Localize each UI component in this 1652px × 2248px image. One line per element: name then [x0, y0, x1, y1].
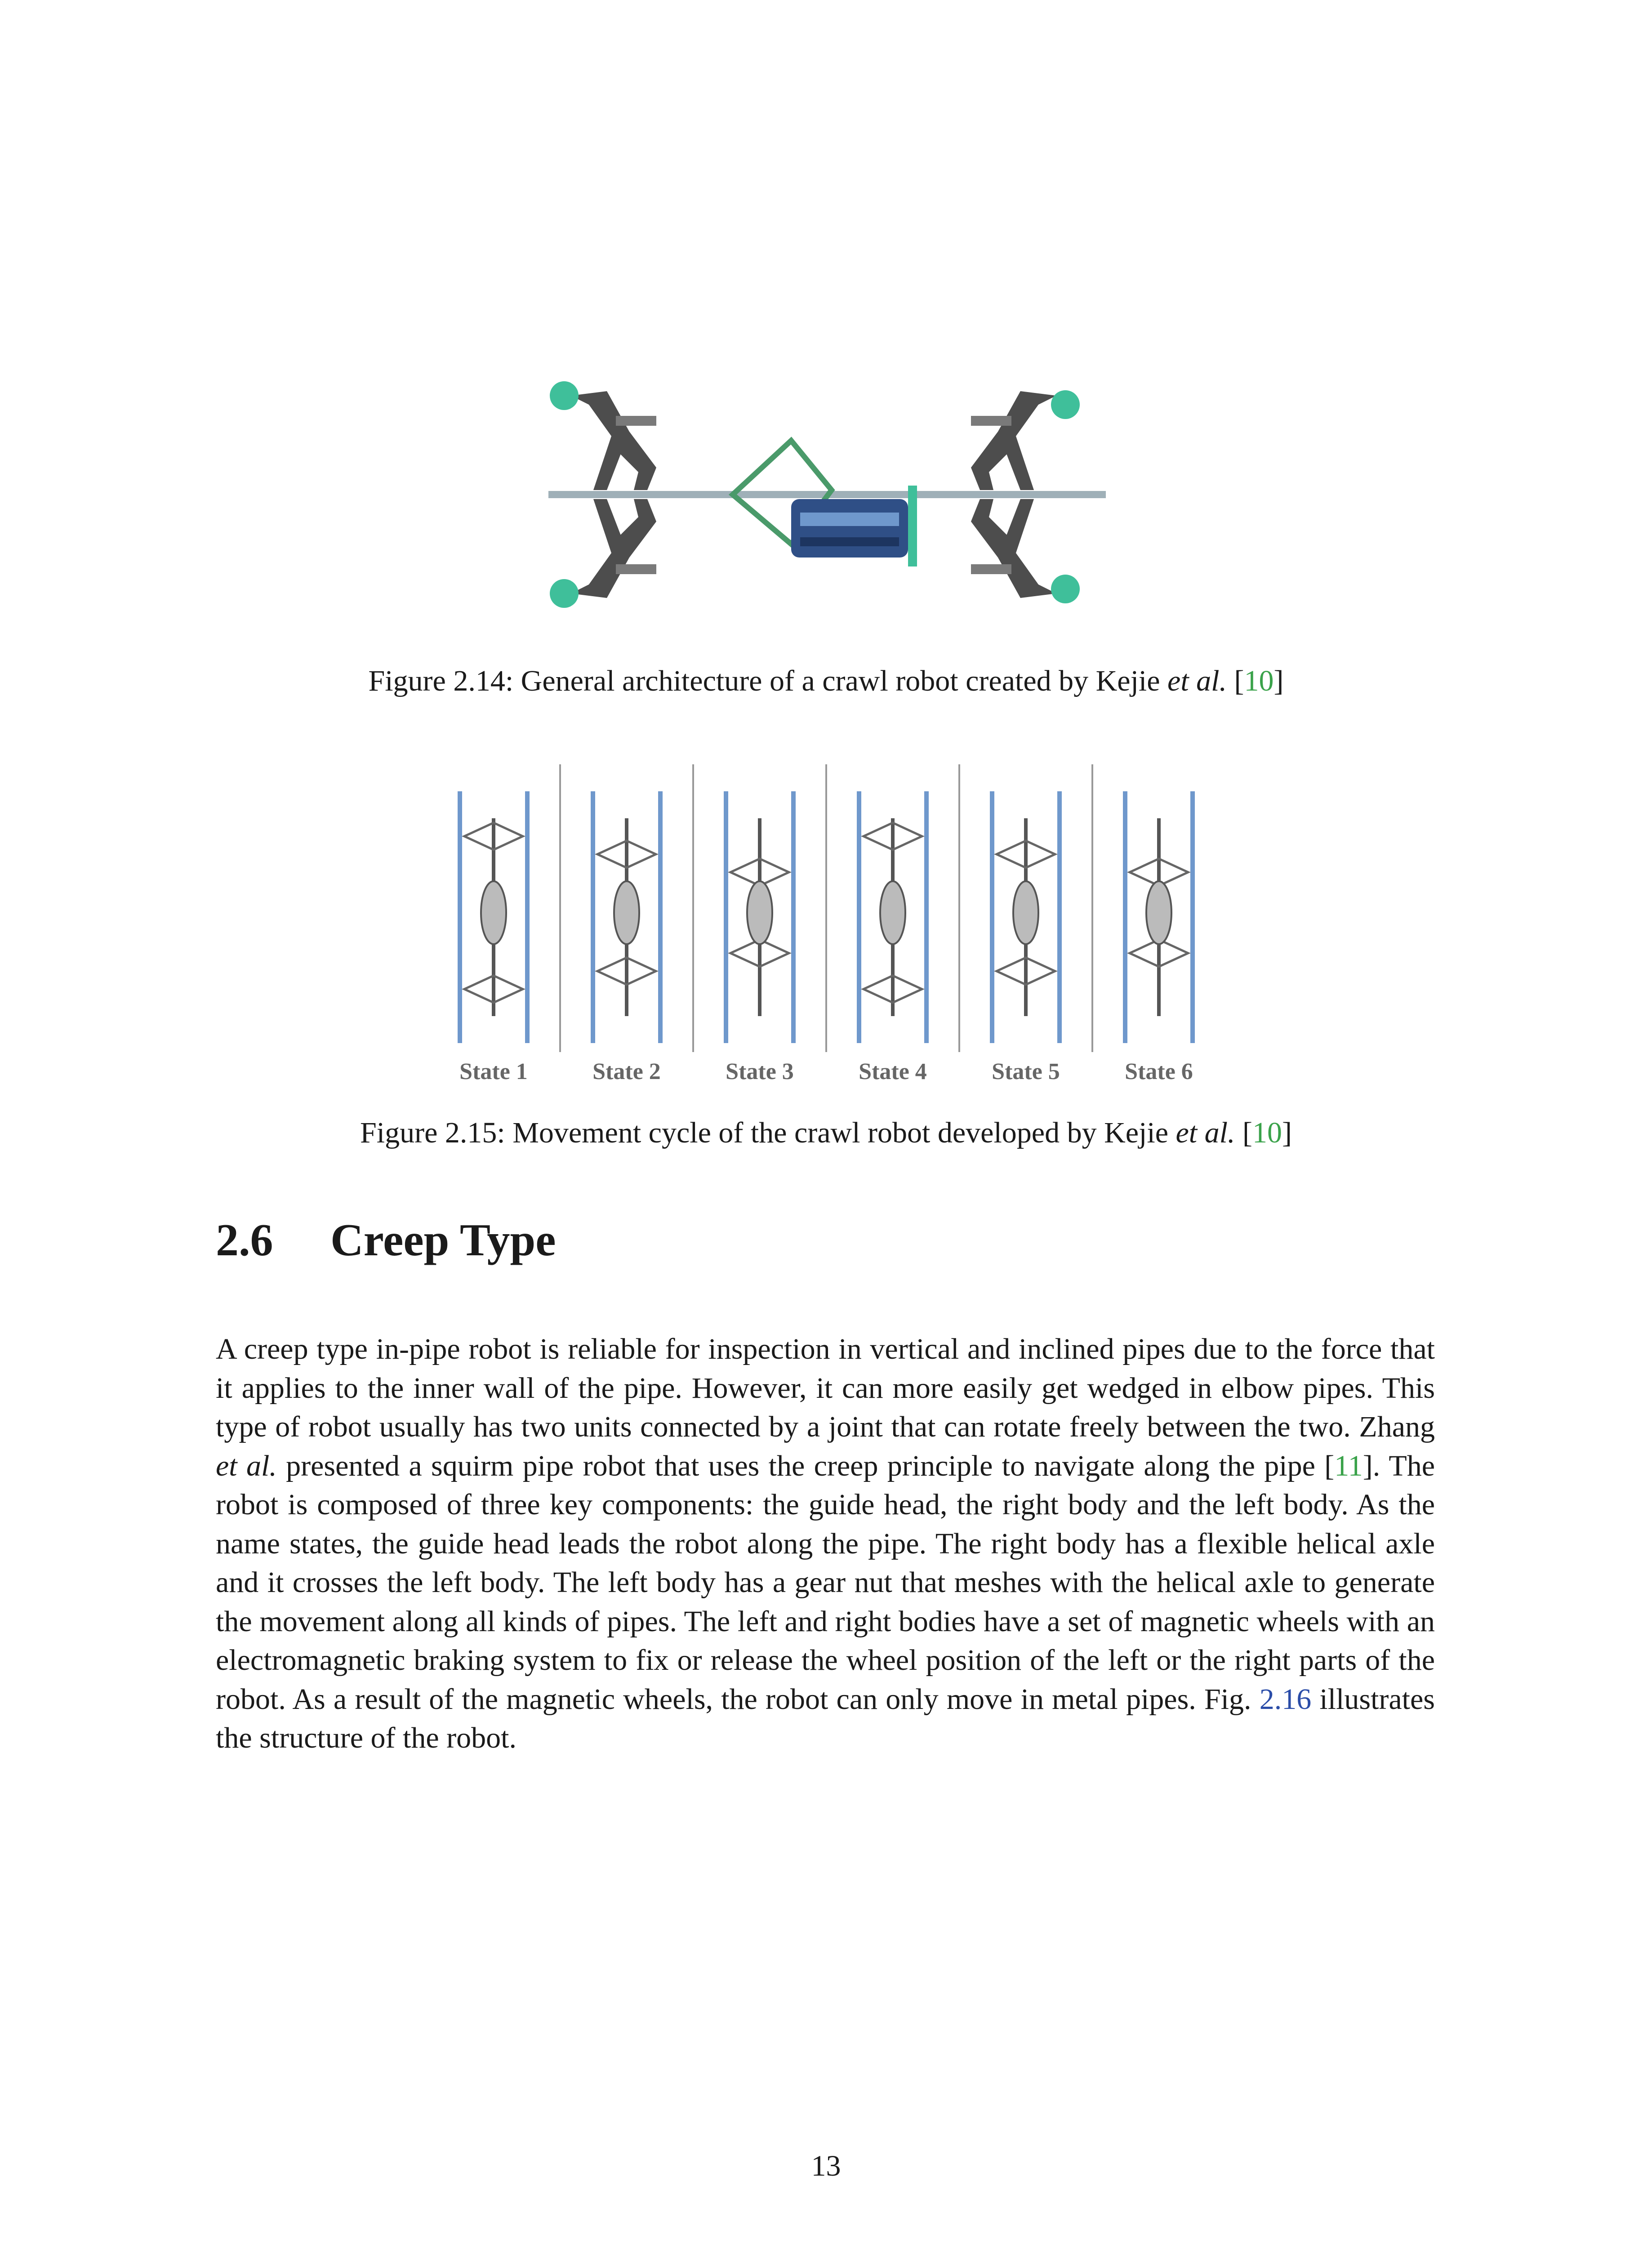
pipe-wall-left	[458, 791, 462, 1043]
citation-bracket-close: ]	[1282, 1116, 1292, 1149]
pipe-wall-right	[1190, 791, 1195, 1043]
figure-reference-link[interactable]: 2.16	[1259, 1682, 1312, 1716]
robot-actuator	[1013, 881, 1038, 944]
state-label: State 3	[726, 1059, 794, 1084]
robot-actuator	[481, 881, 506, 944]
caption-label: Figure 2.14:	[368, 665, 514, 697]
citation-bracket-close: ]	[1274, 665, 1284, 697]
robot-actuator	[1146, 881, 1171, 944]
pipe-wall-right	[924, 791, 929, 1043]
state-label: State 1	[459, 1059, 528, 1084]
pipe-wall-left	[857, 791, 861, 1043]
section-number: 2.6	[216, 1215, 273, 1266]
pipe-wall-left	[1123, 791, 1127, 1043]
caption-etal: et al.	[1176, 1116, 1235, 1149]
paragraph-etal: et al.	[216, 1449, 277, 1482]
figure-2-15-caption	[0, 1115, 1652, 1151]
state-label: State 4	[859, 1059, 927, 1084]
paragraph-text: ]. The robot is composed of three key components: the guide head, the right body and the left body. As the name states, the guide head leads the robot along the pipe. The right body has a flexible helical axle and it crosses the left body. The left body has a gear nut that meshes with the helical axle to generate the movement along all kinds of pipes. The left and right bodies have a set of magnetic wheels with an electromagnetic braking system to fix or release the wheel position of the left or the right parts of the robot. As a result of the magnetic wheels, the robot can only move in metal pipes. Fig.	[216, 1449, 1435, 1716]
state-label: State 2	[592, 1059, 661, 1084]
pipe-wall-left	[990, 791, 994, 1043]
pipe-wall-right	[1057, 791, 1062, 1043]
state-label: State 5	[992, 1059, 1060, 1084]
citation-link[interactable]: 10	[1252, 1116, 1282, 1149]
citation-bracket-open: [	[1234, 665, 1244, 697]
pipe-wall-left	[724, 791, 728, 1043]
pipe-wall-left	[591, 791, 595, 1043]
caption-etal: et al.	[1167, 665, 1227, 697]
caption-text: General architecture of a crawl robot created by Kejie	[521, 665, 1160, 697]
paragraph-text: presented a squirm pipe robot that uses the creep principle to navigate along the pipe [	[286, 1449, 1335, 1482]
figure-2-15-image	[427, 764, 1227, 1093]
citation-link[interactable]: 11	[1334, 1449, 1363, 1482]
section-heading	[216, 1214, 556, 1267]
body-paragraph	[216, 1330, 1435, 1758]
pipe-wall-right	[791, 791, 796, 1043]
pipe-wall-right	[525, 791, 530, 1043]
page-number: 13	[811, 2150, 841, 2182]
robot-actuator	[614, 881, 639, 944]
robot-actuator	[747, 881, 772, 944]
robot-actuator	[880, 881, 905, 944]
pipe-wall-right	[658, 791, 663, 1043]
figure-2-14-caption	[0, 663, 1652, 699]
citation-bracket-open: [	[1242, 1116, 1252, 1149]
paragraph-text: A creep type in-pipe robot is reliable for inspection in vertical and inclined pipes due to the force that it applies to the inner wall of the pipe. However, it can more easily get wedged in elbow pipes. This type of robot usually has two units connected by a joint that can rotate freely between the two. Zhang	[216, 1333, 1435, 1443]
caption-text: Movement cycle of the crawl robot developed by Kejie	[512, 1116, 1169, 1149]
caption-label: Figure 2.15:	[360, 1116, 505, 1149]
state-label: State 6	[1125, 1059, 1193, 1084]
citation-link[interactable]: 10	[1244, 665, 1274, 697]
figure-2-14-image	[539, 364, 1115, 643]
paragraph-text: illustrates the structure of the robot.	[216, 1682, 1435, 1754]
section-title: Creep Type	[330, 1215, 556, 1266]
